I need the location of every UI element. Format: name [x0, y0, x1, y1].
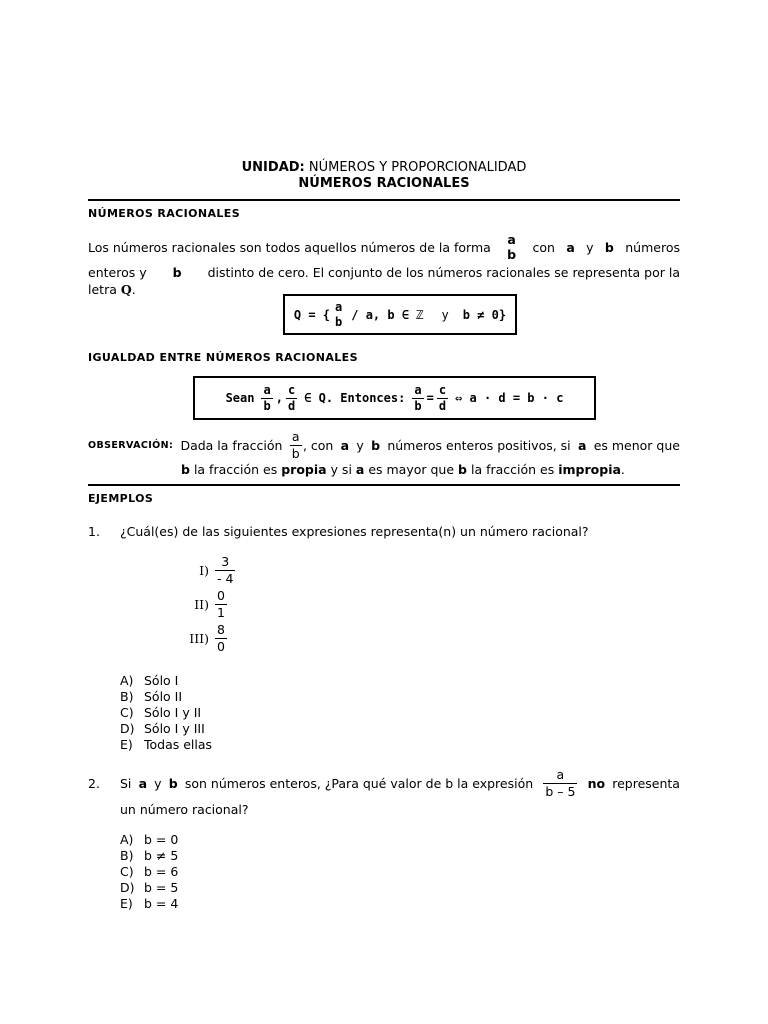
q1-option-c: C) Sólo I y II	[120, 705, 202, 720]
unit-name: NÚMEROS Y PROPORCIONALIDAD	[308, 160, 527, 175]
q2-option-b: B) b ≠ 5	[120, 848, 179, 863]
q1-option-b: B) Sólo II	[120, 689, 183, 704]
q1-options	[120, 673, 212, 753]
q2-option-c: C) b = 6	[120, 864, 179, 879]
definition-paragraph	[88, 233, 680, 301]
page-subtitle: NÚMEROS RACIONALES	[298, 176, 470, 191]
question-1-number: 1.	[88, 524, 100, 539]
q1-item-1: I) $\frac{3}{- 4}$	[199, 554, 234, 586]
observation-line-2: b la fracción es propia y si a es mayor que b la fracción es impropia.	[181, 462, 625, 477]
q2-option-d: D) b = 5	[120, 880, 179, 895]
definition-line-3: letra Q.	[88, 282, 136, 297]
q1-option-d: D) Sólo I y III	[120, 721, 205, 736]
unit-title	[0, 160, 768, 175]
q1-option-e: E) Todas ellas	[120, 737, 213, 752]
question-2-text: Si a y b son números enteros, ¿Para qué valor de b la expresión $\frac{a}{b - 5}$ no representa un número racional?	[120, 767, 680, 817]
definition-box: Q = { a b / a, b ∈ ℤ y b ≠ 0}	[283, 294, 517, 335]
q1-item-3: III) $\frac{8}{0}$	[189, 622, 225, 654]
definition-line-2: enteros y b distinto de cero. El conjunto de los números racionales se representa por la	[88, 265, 680, 280]
q1-items	[176, 553, 235, 655]
divider	[88, 199, 680, 201]
fraction-a-over-b-minus-5: $\frac{a}{b - 5}$	[545, 767, 576, 799]
q2-options	[120, 832, 178, 912]
q2-option-e: E) b = 4	[120, 896, 179, 911]
section-heading-igualdad: IGUALDAD ENTRE NÚMEROS RACIONALES	[88, 351, 358, 364]
question-1-text: ¿Cuál(es) de las siguientes expresiones representa(n) un número racional?	[120, 524, 589, 539]
observation	[88, 430, 680, 477]
q2-option-a: A) b = 0	[120, 832, 179, 847]
q1-item-2: II) $\frac{0}{1}$	[194, 588, 225, 620]
question-2-number: 2.	[88, 776, 100, 791]
divider	[88, 484, 680, 486]
definition-line-1: Los números racionales son todos aquellos números de la forma a b con a y b números	[88, 231, 680, 262]
q1-option-a: A) Sólo I	[120, 673, 179, 688]
section-heading-ejemplos: EJEMPLOS	[88, 492, 154, 505]
section-heading-racionales: NÚMEROS RACIONALES	[88, 207, 241, 220]
unit-label: UNIDAD:	[241, 160, 305, 175]
observation-line-1: OBSERVACIÓN: Dada la fracción $\frac{a}{b}$ , con a y b números enteros positivos, si a es menor que	[88, 429, 680, 461]
equality-box: Sean $\frac{a}{b}$ , $\frac{c}{d}$ ∈ Q. Entonces: $\frac{a}{b}$ = $\frac{c}{d}$ ⇔ a · d = b · c	[193, 376, 596, 420]
fraction-a-b: a b	[507, 231, 517, 262]
